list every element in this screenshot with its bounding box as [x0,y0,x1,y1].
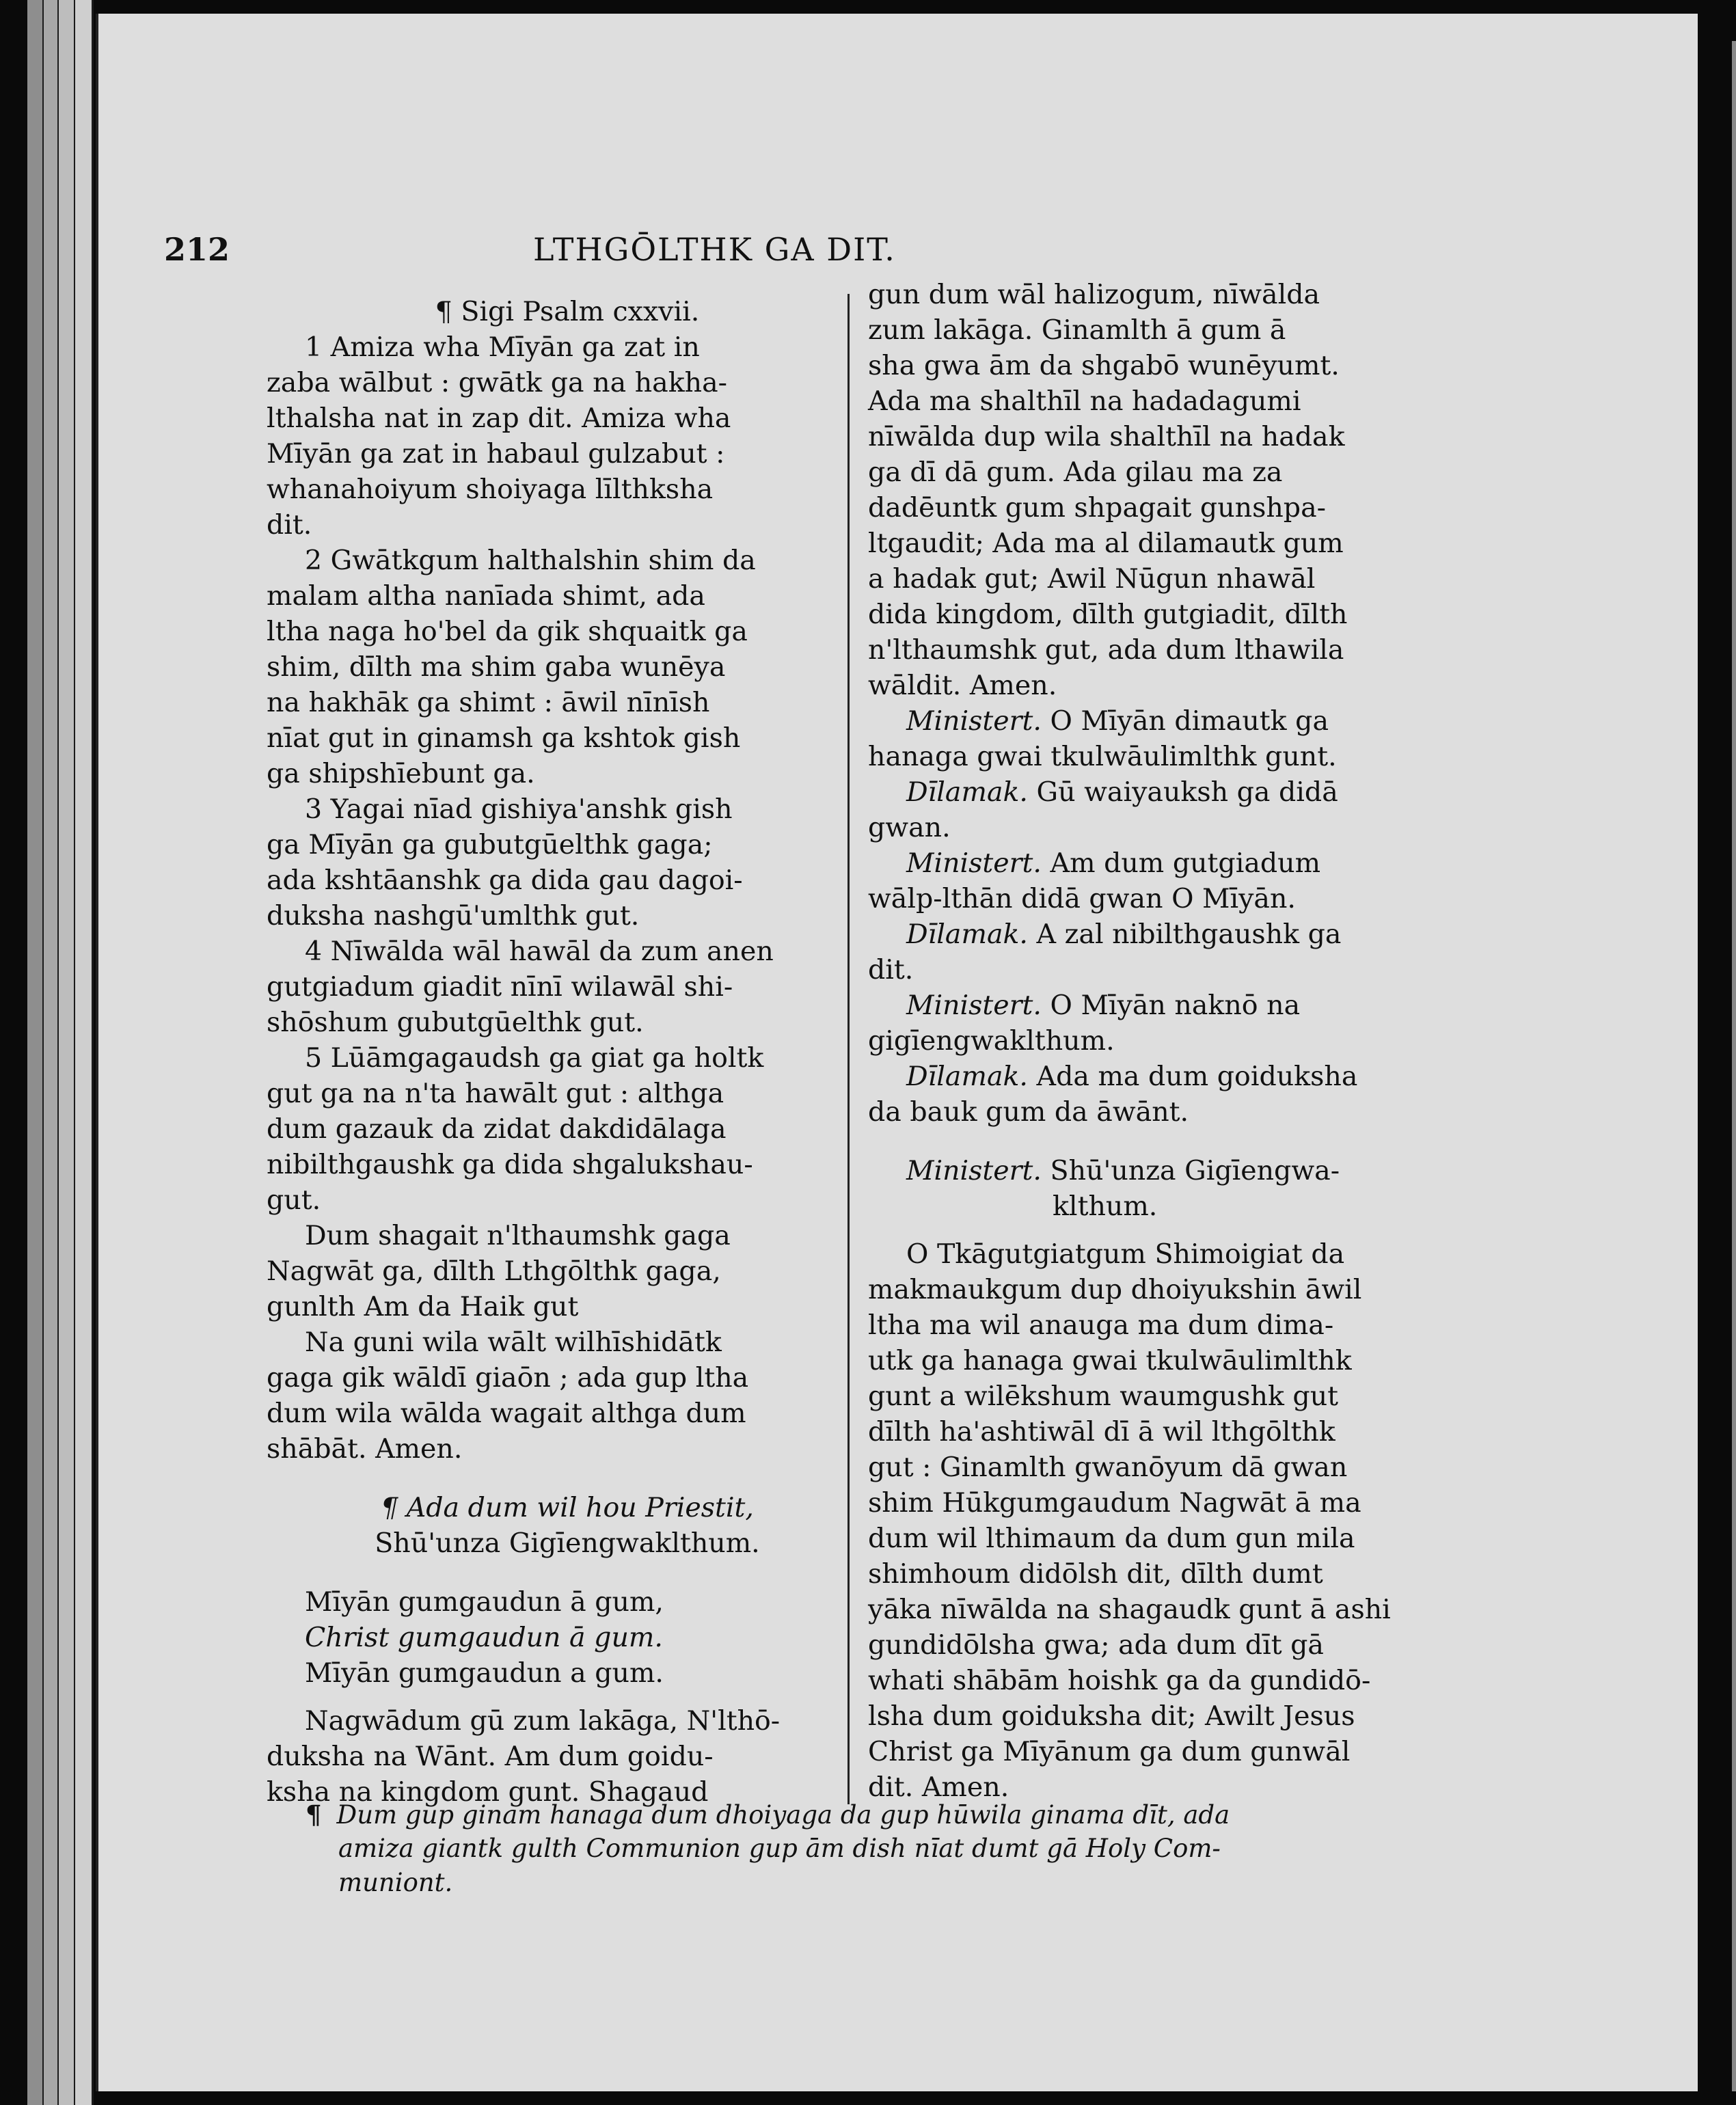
text-line [267,507,868,543]
page-number: 212 [164,231,230,268]
line-text: dadēuntk gum shpagait gunshpa- [868,492,1326,524]
text-line [267,1289,868,1325]
text-line [267,365,868,400]
text-line [267,1360,868,1396]
text-line [267,1739,868,1774]
line-text: dīlth ha'ashtiwāl dī ā wil lthgōlthk [868,1416,1335,1448]
text-line [868,845,1524,881]
line-text: 3 Yagai nīad gishiya'anshk gish [305,793,733,825]
text-line [868,1094,1524,1130]
line-text: shim, dīlth ma shim gaba wunēya [267,651,726,683]
text-line [267,400,868,436]
line-text: n'lthaumshk gut, ada dum lthawila [868,634,1344,666]
line-text: ¶ Sigi Psalm cxxvii. [435,296,700,327]
page-edge [59,0,76,2105]
line-text: gunt a wilēkshum waumgushk gut [868,1381,1339,1412]
spacer [868,1224,1524,1236]
line-text: 2 Gwātkgum halthalshin shim da [305,545,756,576]
text-line [267,1325,868,1360]
line-text: Christ gumgaudun ā gum. [305,1622,663,1653]
rubric-text: Dum gup ginam hanaga dum dhoiyaga da gup hūwila ginama dīt, ada [336,1800,1230,1830]
line-text: malam altha nanīada shimt, ada [267,580,705,612]
line-text: Am dum gutgiadum [1050,847,1321,879]
text-line [267,543,868,578]
line-text: Mīyān ga zat in habaul gulzabut : [267,438,725,470]
text-line [868,881,1524,916]
line-text: zum lakāga. Ginamlth ā gum ā [868,314,1286,346]
line-text: ltgaudit; Ada ma al dilamautk gum [868,528,1344,559]
text-line [267,1253,868,1289]
line-text: 1 Amiza wha Mīyān ga zat in [305,331,700,363]
line-text: lthalsha nat in zap dit. Amiza wha [267,403,731,434]
text-line [267,1182,868,1218]
line-text: whanahoiyum shoiyaga līlthksha [267,474,714,505]
text-line [267,756,868,791]
text-line [267,649,868,685]
line-text: dit. Amen. [868,1771,1009,1803]
speaker-label: Dīlamak. [906,776,1028,808]
line-text: a hadak gut; Awil Nūgun nhawāl [868,563,1316,595]
text-line [868,668,1524,703]
line-text: ga Mīyān ga gubutgūelthk gaga; [267,829,713,860]
text-line [267,1218,868,1253]
text-line [868,1450,1524,1485]
page-right-edge [1732,41,1736,2091]
line-text: ksha na kingdom gunt. Shagaud [267,1776,709,1808]
line-text: gut ga na n'ta hawālt gut : althga [267,1078,724,1109]
text-line [868,1153,1524,1189]
line-text: shim Hūkgumgaudum Nagwāt ā ma [868,1487,1361,1519]
text-line [868,561,1524,597]
text-line [868,1272,1524,1307]
speaker-label: Ministert. [906,705,1042,737]
line-text: wālp-lthān didā gwan O Mīyān. [868,883,1296,914]
line-text: Nagwāt ga, dīlth Lthgōlthk gaga, [267,1255,721,1287]
rubric-text: muniont. [338,1868,453,1897]
text-line [868,810,1524,845]
line-text: zaba wālbut : gwātk ga na hakha- [267,367,727,398]
line-text: gut : Ginamlth gwanōyum dā gwan [868,1452,1348,1483]
line-text: duksha na Wānt. Am dum goidu- [267,1741,714,1772]
rubric-line [338,1832,1541,1866]
line-text: Shū'unza Gigīengwaklthum. [375,1527,760,1559]
line-text: A zal nibilthgaushk ga [1036,919,1342,950]
text-line [267,1396,868,1431]
text-line [267,472,868,507]
text-line [868,1379,1524,1414]
line-text: Nagwādum gū zum lakāga, N'lthō- [305,1705,781,1737]
line-text: gwan. [868,812,951,843]
text-line [868,1663,1524,1698]
rubric [306,1797,1541,1900]
line-text: Na guni wila wālt wilhīshidātk [305,1327,722,1358]
line-text: shābāt. Amen. [267,1433,463,1465]
text-line [868,632,1524,668]
running-title: LTHGŌLTHK GA DIT. [533,231,896,268]
text-line [868,703,1524,739]
text-line [868,1414,1524,1450]
text-line [267,1005,868,1040]
line-text: Gū waiyauksh ga didā [1036,776,1338,808]
line-text: ¶ Ada dum wil hou Priestit, [381,1492,754,1523]
text-line [868,739,1524,774]
text-line [267,685,868,720]
text-line [868,1236,1524,1272]
line-text: gut. [267,1184,321,1216]
text-line [868,774,1524,810]
line-text: Christ ga Mīyānum ga dum gunwāl [868,1736,1351,1767]
spacer [267,1561,868,1584]
text-line [868,988,1524,1023]
line-text: nibilthgaushk ga dida shgalukshau- [267,1149,753,1180]
text-line [868,916,1524,952]
rubric-line [338,1866,1541,1900]
page-edge [44,0,59,2105]
text-line [267,1111,868,1147]
text-line [868,1307,1524,1343]
text-line [868,277,1524,312]
text-line [267,1490,868,1525]
line-text: dida kingdom, dīlth gutgiadit, dīlth [868,599,1348,630]
speaker-label: Dīlamak. [906,1061,1028,1092]
line-text: Mīyān gumgaudun ā gum, [305,1586,664,1618]
line-text: Dum shagait n'lthaumshk gaga [305,1220,731,1251]
column-rule [847,294,850,1804]
line-text: gun dum wāl halizogum, nīwālda [868,279,1320,310]
spacer [868,1130,1524,1153]
line-text: wāldit. Amen. [868,670,1057,701]
text-line [868,490,1524,526]
text-line [267,720,868,756]
rubric-text: amiza giantk gulth Communion gup ām dish nīat dumt gā Holy Com- [338,1834,1221,1863]
text-line [868,1023,1524,1059]
line-text: utk ga hanaga gwai tkulwāulimlthk [868,1345,1352,1376]
line-text: dum wila wālda wagait althga dum [267,1398,746,1429]
text-line [267,614,868,649]
line-text: dum wil lthimaum da dum gun mila [868,1523,1355,1554]
line-text: ga dī dā gum. Ada gilau ma za [868,457,1283,488]
line-text: Ada ma shalthīl na hadadagumi [868,385,1301,417]
text-line [267,1525,868,1561]
text-line [267,329,868,365]
line-text: gigīengwaklthum. [868,1025,1115,1057]
line-text: shimhoum didōlsh dit, dīlth dumt [868,1558,1323,1590]
line-text: Mīyān gumgaudun a gum. [305,1657,664,1689]
text-line [267,1703,868,1739]
line-text: gundidōlsha gwa; ada dum dīt gā [868,1629,1324,1661]
speaker-label: Dīlamak. [906,919,1028,950]
text-line [868,1592,1524,1627]
page-edge [27,0,44,2105]
line-text: na hakhāk ga shimt : āwil nīnīsh [267,687,710,718]
text-line [868,454,1524,490]
text-line [868,1485,1524,1521]
text-line [267,1655,868,1691]
line-text: Ada ma dum goiduksha [1036,1061,1358,1092]
line-text: duksha nashgū'umlthk gut. [267,900,640,932]
text-line [267,1040,868,1076]
text-line [267,1076,868,1111]
line-text: 4 Nīwālda wāl hawāl da zum anen [305,936,774,967]
line-text: da bauk gum da āwānt. [868,1096,1189,1128]
line-text: gutgiadum giadit nīnī wilawāl shi- [267,971,733,1003]
spacer [267,1691,868,1703]
text-line [267,791,868,827]
line-text: lsha dum goiduksha dit; Awilt Jesus [868,1700,1355,1732]
line-text: whati shābām hoishk ga da gundidō- [868,1665,1371,1696]
line-text: makmaukgum dup dhoiyukshin āwil [868,1274,1362,1305]
text-line [868,419,1524,454]
line-text: gaga gik wāldī giaōn ; ada gup ltha [267,1362,749,1394]
right-column [868,277,1524,1805]
speaker-label: Ministert. [906,1155,1042,1186]
text-line [267,898,868,934]
line-text: 5 Lūāmgagaudsh ga giat ga holtk [305,1042,764,1074]
text-line [868,1521,1524,1556]
line-text: sha gwa ām da shgabō wunēyumt. [868,350,1340,381]
line-text: klthum. [1053,1191,1158,1222]
line-text: ltha ma wil anauga ma dum dima- [868,1309,1334,1341]
line-text: ada kshtāanshk ga dida gau dagoi- [267,865,743,896]
text-line [868,1734,1524,1769]
text-line [868,526,1524,561]
line-text: nīat gut in ginamsh ga kshtok gish [267,722,741,754]
line-text: shōshum gubutgūelthk gut. [267,1007,644,1038]
spacer [267,1467,868,1490]
text-line [868,597,1524,632]
line-text: yāka nīwālda na shagaudk gunt ā ashi [868,1594,1391,1625]
text-line [267,827,868,863]
line-text: O Mīyān dimautk ga [1050,705,1329,737]
line-text: ga shipshīebunt ga. [267,758,535,789]
line-text: Shū'unza Gigīengwa- [1050,1155,1340,1186]
text-line [868,1343,1524,1379]
text-line [267,1584,868,1620]
text-line [868,312,1524,348]
line-text: dit. [267,509,312,541]
line-text: O Tkāgutgiatgum Shimoigiat da [906,1238,1345,1270]
text-line [267,578,868,614]
running-head [164,231,1258,279]
text-line [868,1189,1524,1224]
left-column [267,294,868,1810]
line-text: gunlth Am da Haik gut [267,1291,579,1322]
line-text: dit. [868,954,914,986]
line-text: nīwālda dup wila shalthīl na hadak [868,421,1345,452]
text-line [267,1147,868,1182]
text-line [868,952,1524,988]
page-edge [75,0,94,2105]
speaker-label: Ministert. [906,990,1042,1021]
text-line [267,294,868,329]
text-line [267,1431,868,1467]
text-line [868,1556,1524,1592]
text-line [868,348,1524,383]
rubric-line [306,1797,1541,1832]
line-text: O Mīyān naknō na [1050,990,1301,1021]
text-line [267,969,868,1005]
text-line [267,863,868,898]
speaker-label: Ministert. [906,847,1042,879]
text-line [267,1620,868,1655]
text-line [868,383,1524,419]
line-text: ltha naga ho'bel da gik shquaitk ga [267,616,748,647]
text-line [868,1698,1524,1734]
line-text: dum gazauk da zidat dakdidālaga [267,1113,727,1145]
text-line [868,1627,1524,1663]
text-line [868,1059,1524,1094]
pilcrow-mark: ¶ [306,1800,322,1830]
line-text: hanaga gwai tkulwāulimlthk gunt. [868,741,1337,772]
text-line [267,934,868,969]
text-line [267,436,868,472]
